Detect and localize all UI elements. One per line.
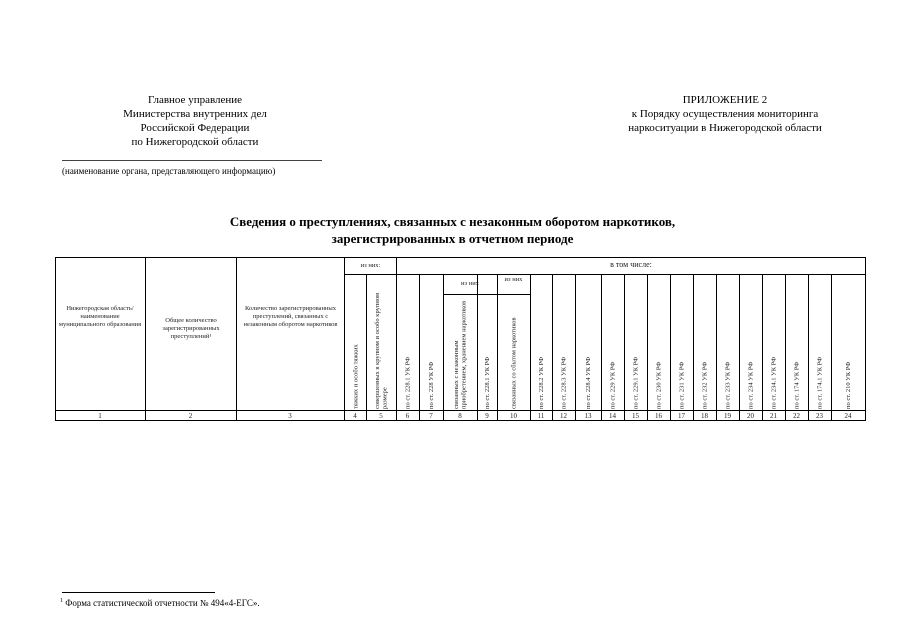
title-line-1: Сведения о преступлениях, связанных с незаконным оборотом наркотиков, <box>229 214 676 229</box>
statistics-table <box>55 257 866 421</box>
col-number: 15 <box>632 412 639 420</box>
group-header-iz-nih-3: из них <box>504 276 523 283</box>
footnote-mark: 1 <box>60 598 63 604</box>
org-name-field-line <box>62 160 322 161</box>
header-col-18: по ст. 232 УК РФ <box>701 361 709 409</box>
header-col-21: по ст. 234.1 УК РФ <box>770 356 778 409</box>
header-col-23: по ст. 174.1 УК РФ <box>816 356 824 409</box>
header-col-14: по ст. 229 УК РФ <box>609 361 617 409</box>
header-col-9: по ст. 228.1 УК РФ <box>483 356 491 409</box>
sender-line-2: Министерства внутренних дел <box>123 108 267 120</box>
document-title <box>120 213 785 247</box>
header-col-13: по ст. 228.4 УК РФ <box>584 356 592 409</box>
table-vline <box>344 257 345 421</box>
header-col-4: тяжких и особо тяжких <box>352 344 360 409</box>
col-number: 5 <box>379 412 383 420</box>
col-number: 19 <box>724 412 731 420</box>
footnote <box>60 598 260 608</box>
header-col-16: по ст. 230 УК РФ <box>655 361 663 409</box>
col-number: 22 <box>793 412 800 420</box>
footnote-text: Форма статистической отчетности № 494«4-ЕГС». <box>63 598 260 608</box>
org-name-caption: (наименование органа, представляющего информацию) <box>62 166 276 176</box>
col-number: 6 <box>405 412 410 420</box>
col-number: 7 <box>429 412 433 420</box>
header-col-11: по ст. 228.2 УК РФ <box>537 356 545 409</box>
col-number: 9 <box>485 412 489 420</box>
header-drug-crimes: Количество зарегистрированных преступлений, связанных с незаконным оборотом наркотиков <box>243 305 338 328</box>
group-header-v-tom-chisle: в том числе: <box>610 260 652 269</box>
table-line-numbers <box>55 410 866 411</box>
header-col-20: по ст. 234 УК РФ <box>747 361 755 409</box>
col-number: 11 <box>537 412 545 420</box>
sender-line-3: Российской Федерации <box>140 122 250 134</box>
title-line-2: зарегистрированных в отчетном периоде <box>331 231 574 246</box>
col-number: 2 <box>188 412 193 420</box>
col-number: 14 <box>609 412 616 420</box>
col-number: 1 <box>98 412 102 420</box>
group-header-iz-nih-2: из них <box>461 280 479 287</box>
header-col-24: по ст. 210 УК РФ <box>844 361 852 409</box>
col-number: 24 <box>844 412 852 420</box>
header-col-6: по ст. 228.1 УК РФ <box>404 356 412 409</box>
header-col-7: по ст. 228 УК РФ <box>427 361 435 409</box>
col-number: 20 <box>747 412 754 420</box>
header-col-15: по ст. 229.1 УК РФ <box>632 356 640 409</box>
appendix-block <box>600 93 850 135</box>
header-col-19: по ст. 233 УК РФ <box>724 361 732 409</box>
appendix-line-2: к Порядку осуществления мониторинга <box>631 108 819 120</box>
table-vline <box>145 257 146 421</box>
col-number: 23 <box>816 412 823 420</box>
header-total-crimes: Общее количество зарегистрированных преступлений¹ <box>162 317 220 340</box>
table-border-top <box>55 257 866 258</box>
header-col-12: по ст. 228.3 УК РФ <box>560 356 568 409</box>
col-number: 17 <box>678 412 685 420</box>
col-number: 13 <box>584 412 592 420</box>
col-number: 8 <box>458 412 462 420</box>
table-vline <box>236 257 237 421</box>
header-region: Нижегородская область/ наименование муниципального образования <box>58 305 142 328</box>
sender-line-1: Главное управление <box>147 94 243 106</box>
col-number: 12 <box>560 412 567 420</box>
col-number: 4 <box>353 412 357 420</box>
col-number: 21 <box>770 412 777 420</box>
col-number: 18 <box>701 412 708 420</box>
sender-organization-block <box>95 93 295 149</box>
table-border-right <box>865 257 866 421</box>
header-col-8: связанных с незаконным приобретением, хранением наркотиков <box>453 300 468 409</box>
header-col-5: совершенных в крупном и особо крупном размере <box>374 292 389 409</box>
footnote-separator <box>62 592 215 593</box>
group-header-iz-nih: из них: <box>360 262 381 269</box>
appendix-line-3: наркоситуации в Нижегородской области <box>628 122 822 134</box>
col-number: 10 <box>510 412 517 420</box>
appendix-number: ПРИЛОЖЕНИЕ 2 <box>682 94 768 106</box>
header-col-10: связанных со сбытом наркотиков <box>510 317 518 409</box>
header-col-22: по ст. 174 УК РФ <box>793 361 801 409</box>
col-number: 3 <box>288 412 292 420</box>
header-col-17: по ст. 231 УК РФ <box>678 361 686 409</box>
sender-line-4: по Нижегородской области <box>131 136 259 148</box>
col-number: 16 <box>655 412 662 420</box>
table-vline <box>55 257 56 421</box>
